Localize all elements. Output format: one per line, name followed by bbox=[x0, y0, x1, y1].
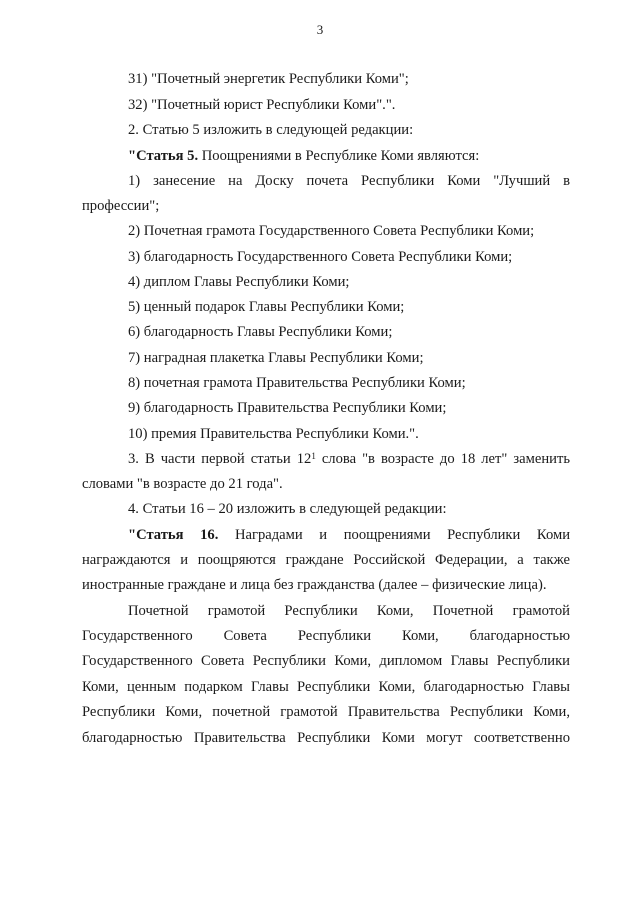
incentive-item-1-cont: профессии"; bbox=[82, 198, 160, 214]
amendment-3 bbox=[128, 450, 570, 468]
list-item-32: 32) "Почетный юрист Республики Коми".". bbox=[128, 97, 396, 113]
paragraph-line-6: благодарностью Правительства Республики Коми могут соответственно bbox=[82, 730, 570, 746]
article-16-heading bbox=[128, 526, 570, 544]
paragraph-line-1: Почетной грамотой Республики Коми, Почетной грамотой bbox=[128, 603, 570, 619]
incentive-item-8: 8) почетная грамота Правительства Республики Коми; bbox=[128, 375, 466, 391]
incentive-item-9: 9) благодарность Правительства Республики Коми; bbox=[128, 400, 447, 416]
article-5-title: "Статья 5. bbox=[128, 148, 199, 164]
amendment-2: 2. Статью 5 изложить в следующей редакции: bbox=[128, 122, 414, 138]
page-number: 3 bbox=[316, 22, 324, 37]
article-5-heading bbox=[128, 147, 570, 165]
incentive-item-6: 6) благодарность Главы Республики Коми; bbox=[128, 324, 393, 340]
article-16-title: "Статья 16. bbox=[128, 527, 219, 543]
paragraph-line-3: Государственного Совета Республики Коми, дипломом Главы Республики bbox=[82, 653, 570, 669]
article-16-line-2: награждаются и поощряются граждане Российской Федерации, а также bbox=[82, 552, 570, 568]
incentive-item-1: 1) занесение на Доску почета Республики Коми "Лучший в bbox=[128, 173, 570, 189]
incentive-item-4: 4) диплом Главы Республики Коми; bbox=[128, 274, 350, 290]
list-item-31: 31) "Почетный энергетик Республики Коми"; bbox=[128, 71, 409, 87]
amendment-3-a: 3. В части первой статьи 12 bbox=[128, 451, 312, 467]
incentive-item-5: 5) ценный подарок Главы Республики Коми; bbox=[128, 299, 405, 315]
amendment-3-cont: словами "в возрасте до 21 года". bbox=[82, 476, 283, 492]
amendment-4: 4. Статьи 16 – 20 изложить в следующей редакции: bbox=[128, 501, 447, 517]
superscript: 1 bbox=[311, 451, 316, 461]
incentive-item-10: 10) премия Правительства Республики Коми.". bbox=[128, 426, 419, 442]
article-16-line-3: иностранные граждане и лица без гражданства (далее – физические лица). bbox=[82, 577, 547, 593]
incentive-item-3: 3) благодарность Государственного Совета Республики Коми; bbox=[128, 249, 513, 265]
paragraph-line-5: Республики Коми, почетной грамотой Правительства Республики Коми, bbox=[82, 704, 570, 720]
incentive-item-2: 2) Почетная грамота Государственного Совета Республики Коми; bbox=[128, 223, 535, 239]
paragraph-line-2: Государственного Совета Республики Коми, благодарностью bbox=[82, 628, 570, 644]
article-5-text: Поощрениями в Республике Коми являются: bbox=[198, 148, 480, 164]
amendment-3-b: слова "в возрасте до 18 лет" заменить bbox=[315, 451, 570, 467]
article-16-text: Наградами и поощрениями Республики Коми bbox=[218, 527, 571, 543]
paragraph-line-4: Коми, ценным подарком Главы Республики Коми, благодарностью Главы bbox=[82, 679, 570, 695]
incentive-item-7: 7) наградная плакетка Главы Республики Коми; bbox=[128, 350, 424, 366]
